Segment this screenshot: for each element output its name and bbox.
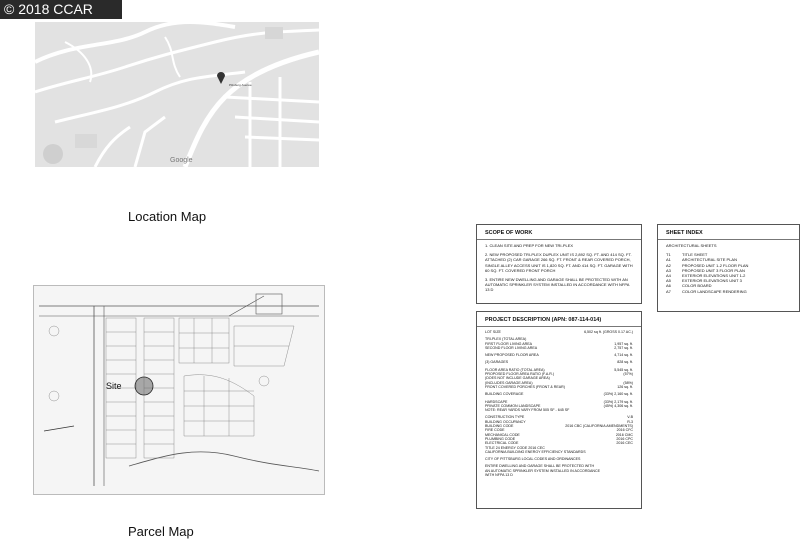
row-label: (3) GARAGES — [485, 360, 509, 365]
sheet-index-heading: ARCHITECTURAL SHEETS — [666, 243, 717, 248]
project-description-title: PROJECT DESCRIPTION (APN: 087-114-014) — [477, 312, 641, 327]
row-label: FIRE CODE — [485, 428, 505, 433]
row-label: CALIFORNIA BUILDING ENERGY EFFICIENCY STANDARDS — [485, 449, 586, 454]
project-description-table — [477, 327, 641, 480]
sheet-name: EXTERIOR ELEVATIONS UNIT 3 — [682, 278, 742, 284]
row-label: FIRST FLOOR LIVING AREA — [485, 341, 533, 346]
row-label: SECOND FLOOR LIVING AREA — [485, 345, 538, 350]
sheet-index-panel — [657, 224, 800, 312]
row-label: NOTE: REAR YARDS VARY FROM 505 SF - 645 SF — [485, 408, 570, 413]
row-label: PRIVATE COMMON LANDSCAPE — [485, 403, 541, 408]
row-value: R-3 — [627, 419, 633, 424]
row-value: (33%) 2,160 sq. ft. — [603, 392, 633, 397]
sheet-code: A6 — [666, 283, 671, 289]
row-label: FLOOR AREA RATIO (TOTAL AREA) — [485, 367, 545, 372]
sheet-code: T1 — [666, 252, 671, 258]
street-label: Pittsburg Avenue — [229, 83, 252, 87]
row-label: WITH NFPA 13 D — [485, 473, 513, 478]
parcel-map-image — [33, 285, 325, 495]
row-label: ENTIRE DWELLING AND GARAGE SHALL BE PROTECTED WITH — [485, 464, 595, 469]
row-label: TITLE 24 ENERGY CODE 2016 CEC — [485, 445, 545, 450]
site-marker-icon — [135, 377, 153, 395]
row-label: PROPOSED FLOOR AREA RATIO (F.A.R.) — [485, 372, 555, 377]
scope-item: 2. NEW PROPOSED TRI-PLEX DUPLEX UNIT IS 2,892 SQ. FT. AND 414 SQ. FT. ATTACHED (2) CAR GARAGE 266 SQ. FT. FRONT & REAR COVERED PORCH, SINGLE ALLEY ACCESS UNIT IS 1,820 SQ. FT. AND 414 SQ. FT. GARAGE WITH 60 SQ. FT. COVERED FRONT PORCH — [485, 252, 633, 273]
location-map-caption: Location Map — [128, 209, 207, 224]
row-value: (57%) — [623, 372, 633, 377]
row-label: (DOES NOT INCLUDE GARAGE AREA) — [485, 376, 550, 381]
scope-item: 1. CLEAN SITE AND PREP FOR NEW TRI-PLEX — [485, 243, 574, 248]
row-label: BUILDING COVERAGE — [485, 392, 524, 397]
row-label: BUILDING OCCUPANCY — [485, 419, 526, 424]
row-value: (45%) 4,306 sq. ft. — [603, 403, 633, 408]
row-label: BUILDING CODE — [485, 424, 514, 429]
location-map-image — [35, 22, 319, 167]
sheet-name: ARCHITECTURAL SITE PLAN — [682, 257, 737, 263]
sheet-code: A1 — [666, 257, 671, 263]
row-value: 2016 CEC — [616, 441, 633, 446]
scope-item: 3. ENTIRE NEW DWELLING AND GARAGE SHALL BE PROTECTED WITH AN AUTOMATIC SPRINKLER SYSTEM INSTALLED IN ACCORDANCE WITH NFPA 13 D — [485, 277, 630, 293]
google-logo: Google — [170, 157, 193, 164]
sheet-name: PROPOSED UNIT 1-2 FLOOR PLAN — [682, 262, 749, 268]
row-label: (INCLUDES GARAGE AREA) — [485, 380, 533, 385]
project-description-row — [485, 473, 633, 477]
row-label: HARDSCAPE — [485, 399, 508, 404]
sheet-code: A3 — [666, 267, 671, 273]
street-map-graphic — [35, 22, 319, 167]
sheet-name: TITLE SHEET — [682, 252, 708, 258]
row-value: 1,957 sq. ft. — [614, 341, 633, 346]
sheet-index-list — [658, 240, 799, 297]
sheet-name: EXTERIOR ELEVATIONS UNIT 1-2 — [682, 273, 746, 279]
row-value: 5,545 sq. ft. — [614, 367, 633, 372]
row-value: 4,714 sq. ft. — [614, 353, 633, 358]
copyright-watermark — [0, 0, 122, 19]
row-value: V-B — [627, 415, 633, 420]
parcel-map-caption: Parcel Map — [128, 524, 194, 539]
row-label: AN AUTOMATIC SPRINKLER SYSTEM INSTALLED IN ACCORDANCE — [485, 468, 601, 473]
row-label: LOT SIZE — [485, 330, 501, 334]
scope-of-work-title: SCOPE OF WORK — [477, 225, 641, 240]
row-value: 2016 CBC (CALIFORNIA AMENDMENTS) — [565, 424, 633, 429]
project-description-panel — [476, 311, 642, 509]
scope-of-work-list — [477, 240, 641, 296]
row-value: 828 sq. ft. — [617, 360, 633, 365]
row-value: 2016 CFC — [616, 428, 633, 433]
row-value: 2,757 sq. ft. — [614, 345, 633, 350]
sheet-index-item — [666, 289, 791, 294]
sheet-name: COLOR BOARD — [682, 283, 712, 289]
row-label: PLUMBING CODE — [485, 436, 516, 441]
row-value: 2016 CMC — [615, 432, 633, 437]
sheet-code: A5 — [666, 278, 671, 284]
sheet-code: A2 — [666, 262, 671, 268]
row-value: 126 sq. ft. — [617, 384, 633, 389]
row-label: CONSTRUCTION TYPE — [485, 415, 525, 420]
row-label: TRI-PLEX (TOTAL AREA) — [485, 337, 527, 342]
row-value: (33%) 2,179 sq. ft. — [603, 399, 633, 404]
row-value: (58%) — [623, 380, 633, 385]
sheet-index-title: SHEET INDEX — [658, 225, 799, 240]
scope-of-work-panel — [476, 224, 642, 304]
parcel-map-graphic — [34, 286, 324, 494]
row-label: NEW PROPOSED FLOOR AREA — [485, 353, 539, 358]
row-label: FRONT COVERED PORCHES (FRONT & REAR) — [485, 384, 565, 389]
row-label: CITY OF PITTSBURG LOCAL CODES AND ORDINANCES — [485, 457, 581, 462]
sheet-code: A4 — [666, 273, 671, 279]
site-label: Site — [106, 381, 122, 391]
sheet-code: A7 — [666, 288, 671, 294]
watermark-text: © 2018 CCAR — [4, 1, 93, 17]
row-label: ELECTRICAL CODE — [485, 441, 519, 446]
row-value: 2016 CPC — [616, 436, 633, 441]
sheet-name: PROPOSED UNIT 3 FLOOR PLAN — [682, 267, 745, 273]
sheet-name: COLOR LANDSCAPE RENDERING — [682, 288, 747, 294]
row-value: 6,502 sq ft. (GROSS 0.17 AC.) — [584, 330, 633, 334]
row-label: MECHANICAL CODE — [485, 432, 520, 437]
